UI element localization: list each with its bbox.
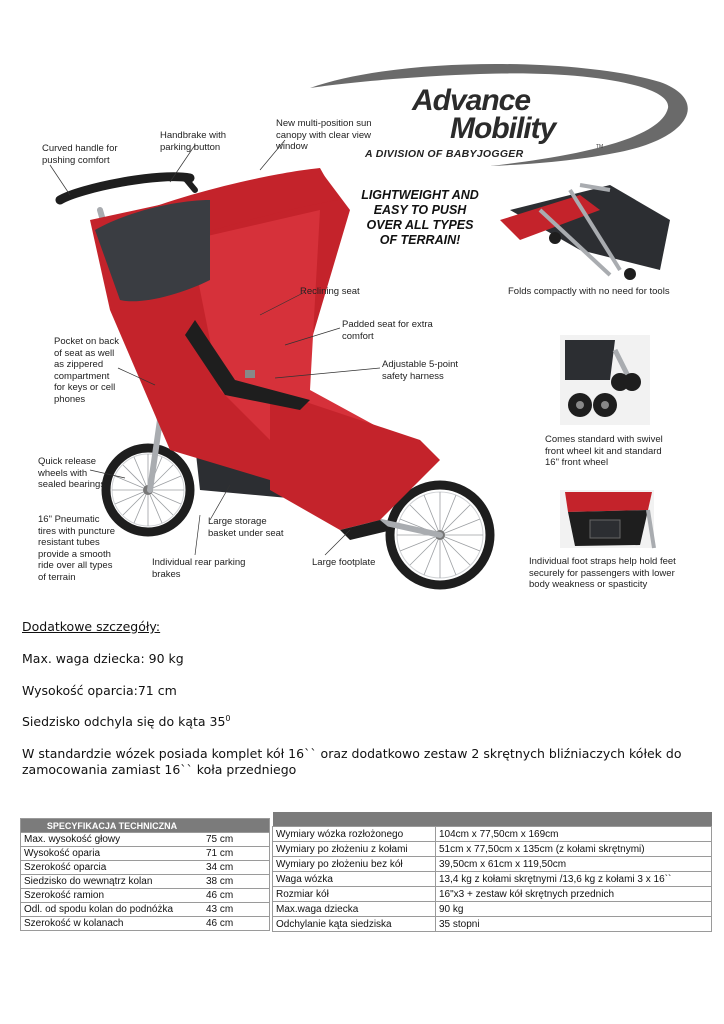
- callout-line: basket under seat: [208, 527, 284, 539]
- callout-line: Large storage: [208, 516, 267, 527]
- callout-line: sealed bearings: [38, 479, 106, 490]
- callout-line: pushing comfort: [42, 154, 110, 166]
- callout-line: comfort: [342, 330, 374, 342]
- table-row: [273, 842, 712, 857]
- table-row: [21, 847, 270, 861]
- spec-value: 104cm x 77,50cm x 169cm: [436, 827, 712, 842]
- table-row: [21, 903, 270, 917]
- callout-line: Reclining seat: [300, 286, 360, 297]
- spec-table-header: SPECYFIKACJA TECHNICZNA: [21, 819, 204, 833]
- spec-table-header-bar: [273, 812, 712, 827]
- spec-value: 51cm x 77,50cm x 135cm (z kołami skrętnymi): [436, 842, 712, 857]
- spec-label: Wymiary wózka rozłożonego: [273, 827, 436, 842]
- spec-table-header-row: [21, 819, 270, 833]
- callout-line: tires with puncture: [38, 525, 116, 537]
- callout-storage: [208, 516, 284, 539]
- spec-label: Max.waga dziecka: [273, 902, 436, 917]
- callout-handbrake: [160, 130, 226, 153]
- product-brochure: [20, 60, 710, 600]
- detail-standard-kit: [22, 746, 712, 778]
- spec-value: 46 cm: [203, 889, 270, 903]
- detail-backrest: Wysokość oparcia:71 cm: [22, 683, 177, 698]
- headline: [340, 188, 500, 248]
- table-row: [21, 861, 270, 875]
- callout-line: canopy with clear view: [276, 129, 372, 141]
- spec-value: 13,4 kg z kołami skrętnymi /13,6 kg z kołami 3 x 16``: [436, 872, 712, 887]
- spec-value: 71 cm: [203, 847, 270, 861]
- spec-value: 38 cm: [203, 875, 270, 889]
- logo-advance: Advance: [412, 84, 531, 117]
- spec-value: 39,50cm x 61cm x 119,50cm: [436, 857, 712, 872]
- details-heading: Dodatkowe szczegóły:: [22, 619, 161, 634]
- spec-label: Max. wysokość głowy: [21, 833, 204, 847]
- spec-label: Wymiary po złożeniu bez kół: [273, 857, 436, 872]
- table-row: [273, 872, 712, 887]
- callout-line: as zippered: [54, 359, 104, 370]
- callout-reclining: [300, 286, 360, 298]
- detail-standard-line: zamocowania zamiast 16`` koła przedniego: [22, 762, 297, 777]
- table-row: [273, 827, 712, 842]
- callout-line: Quick release: [38, 456, 97, 467]
- spec-value: 16"x3 + zestaw kół skrętnych przednich: [436, 887, 712, 902]
- callout-folds: [508, 286, 670, 298]
- logo-tm: TM: [596, 144, 604, 150]
- spec-label: Szerokość ramion: [21, 889, 204, 903]
- callout-line: Individual rear parking: [152, 557, 246, 568]
- folded-stroller: [500, 185, 670, 280]
- spec-table-right: [272, 812, 712, 932]
- callout-line: Pocket on back: [54, 336, 119, 347]
- spec-value: 35 stopni: [436, 917, 712, 932]
- spec-value: 34 cm: [203, 861, 270, 875]
- spec-value: 43 cm: [203, 903, 270, 917]
- callout-line: of terrain: [38, 571, 76, 583]
- callout-line: parking button: [160, 141, 221, 153]
- spec-table-header-empty: [203, 819, 270, 833]
- callout-line: compartment: [54, 370, 110, 382]
- table-row: [21, 875, 270, 889]
- spec-label: Odl. od spodu kolan do podnóżka: [21, 903, 204, 917]
- table-row: [273, 857, 712, 872]
- spec-label: Szerokość oparcia: [21, 861, 204, 875]
- logo-division: A DIVISION OF BABYJOGGER: [365, 148, 524, 160]
- headline-line: LIGHTWEIGHT AND: [361, 188, 479, 202]
- callout-line: Large footplate: [312, 557, 376, 568]
- callout-line: Comes standard with swivel: [545, 434, 663, 445]
- callout-line: Handbrake with: [160, 130, 227, 141]
- table-row: [273, 917, 712, 932]
- foot-strap-photo: [560, 490, 654, 548]
- callout-line: New multi-position sun: [276, 118, 372, 129]
- callout-line: body weakness or spasticity: [529, 579, 648, 590]
- handle-bar: [60, 177, 190, 200]
- spec-label: Wysokość oparia: [21, 847, 204, 861]
- callout-footplate: [312, 557, 375, 569]
- callout-padded: [342, 319, 433, 342]
- spec-value: 75 cm: [203, 833, 270, 847]
- detail-recline-degree: 0: [225, 714, 231, 723]
- callout-line: window: [276, 141, 308, 152]
- callout-line: Padded seat for extra: [342, 319, 433, 330]
- callout-line: of seat as well: [54, 347, 115, 359]
- table-row: [21, 889, 270, 903]
- spec-label: Szerokość w kolanach: [21, 917, 204, 931]
- callout-harness: [382, 359, 458, 382]
- spec-value: 46 cm: [203, 917, 270, 931]
- logo-mobility: Mobility: [450, 112, 556, 145]
- callout-curved-handle: [42, 143, 118, 166]
- callout-line: safety harness: [382, 370, 444, 382]
- detail-standard-line: W standardzie wózek posiada komplet kół 16`` oraz dodatkowo zestaw 2 skrętnych bliźniaczych kółek do: [22, 746, 682, 761]
- callout-rear-brakes: [152, 557, 245, 580]
- callout-canopy: [276, 118, 372, 153]
- callout-line: Individual foot straps help hold feet: [529, 556, 676, 567]
- callout-swivel: [545, 434, 663, 469]
- spec-table-left: [20, 818, 270, 931]
- callout-line: Adjustable 5-point: [382, 359, 459, 370]
- callout-pneumatic: [38, 514, 115, 583]
- callout-line: Folds compactly with no need for tools: [508, 286, 670, 297]
- callout-foot-straps: [529, 556, 676, 591]
- table-row: [273, 887, 712, 902]
- spec-label: Odchylanie kąta siedziska: [273, 917, 436, 932]
- callout-quick-release: [38, 456, 105, 491]
- table-row: [21, 917, 270, 931]
- spec-table-header-row: [273, 812, 712, 827]
- headline-line: EASY TO PUSH: [373, 203, 467, 217]
- spec-label: Waga wózka: [273, 872, 436, 887]
- spec-label: Wymiary po złożeniu z kołami: [273, 842, 436, 857]
- callout-line: 16" Pneumatic: [38, 514, 100, 525]
- headline-line: OVER ALL TYPES: [366, 218, 474, 232]
- callout-line: 16" front wheel: [545, 457, 609, 468]
- callout-line: wheels with: [38, 467, 88, 479]
- callout-line: for keys or cell: [54, 382, 116, 393]
- callout-line: provide a smooth: [38, 548, 111, 560]
- table-row: [273, 902, 712, 917]
- spec-value: 90 kg: [436, 902, 712, 917]
- detail-max-weight: Max. waga dziecka: 90 kg: [22, 651, 184, 666]
- table-row: [21, 833, 270, 847]
- callout-line: front wheel kit and standard: [545, 445, 662, 457]
- callout-line: ride over all types: [38, 560, 113, 571]
- headline-line: OF TERRAIN!: [379, 233, 461, 247]
- detail-recline-text: Siedzisko odchyla się do kąta 35: [22, 714, 226, 730]
- callout-line: Curved handle for: [42, 143, 118, 154]
- callout-pocket: [54, 336, 119, 405]
- callout-line: brakes: [152, 568, 181, 580]
- swivel-wheel-photo: [560, 335, 650, 425]
- spec-label: Siedzisko do wewnątrz kolan: [21, 875, 204, 889]
- spec-label: Rozmiar kół: [273, 887, 436, 902]
- detail-recline: [22, 714, 231, 729]
- callout-line: phones: [54, 393, 86, 405]
- callout-line: resistant tubes: [38, 537, 100, 548]
- callout-line: securely for passengers with lower: [529, 567, 675, 579]
